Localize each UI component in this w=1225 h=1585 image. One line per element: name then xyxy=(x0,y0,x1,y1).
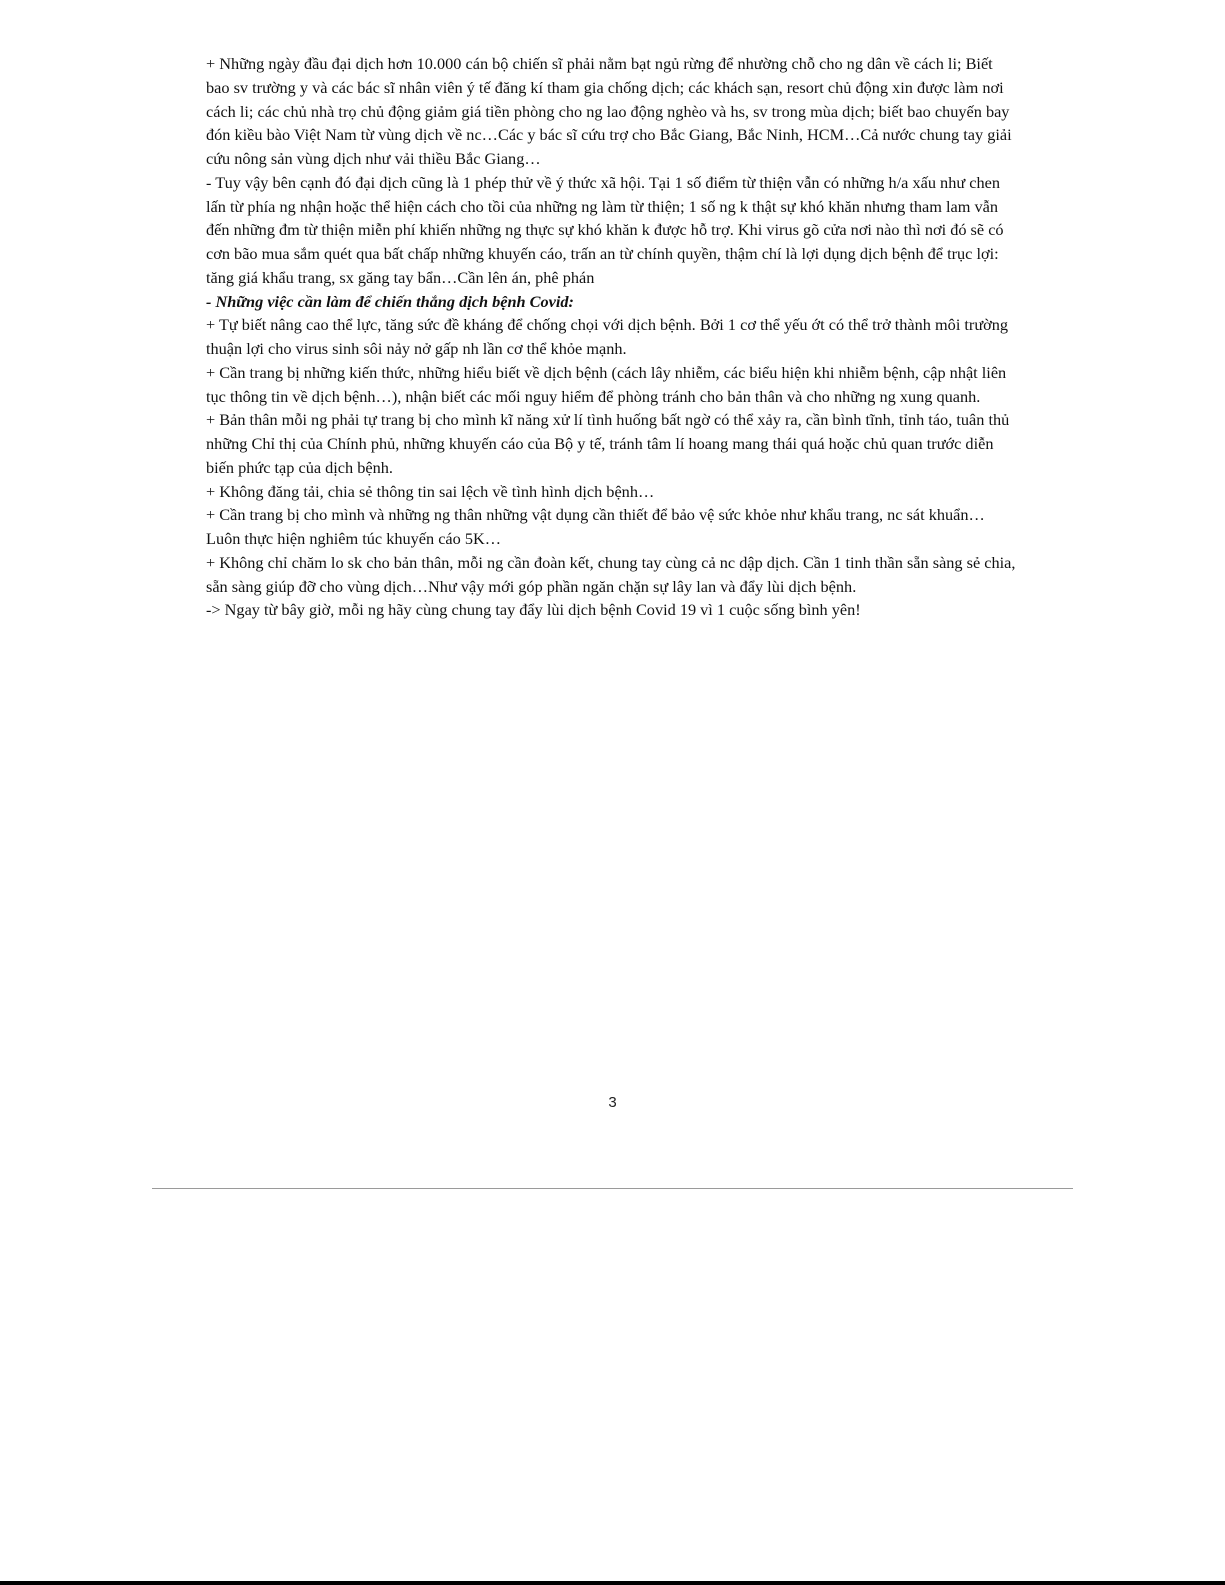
bottom-edge-bar xyxy=(0,1581,1225,1585)
list-item-knowledge: + Cần trang bị những kiến thức, những hiểu biết về dịch bệnh (cách lây nhiễm, các biểu hiện khi nhiễm bệnh, cập nhật liên tục thông tin về dịch bệnh…), nhận biết các mối nguy hiểm để phòng tránh cho bản thân và cho những ng xung quanh. xyxy=(206,362,1007,406)
list-item-protective-gear: + Cần trang bị cho mình và những ng thân những vật dụng cần thiết để bảo vệ sức khỏe như khẩu trang, nc sát khuẩn…Luôn thực hiện nghiêm túc khuyến cáo 5K… xyxy=(206,505,985,548)
page-divider xyxy=(152,1188,1073,1189)
paragraph-kindness-examples: + Những ngày đầu đại dịch hơn 10.000 cán bộ chiến sĩ phải nằm bạt ngủ rừng để nhường chỗ cho ng dân về cách li; Biết bao sv trường y và các bác sĩ nhân viên ý tế đăng kí tham gia chống dịch; các khách sạn, resort chủ động xin được làm nơi cách li; các chủ nhà trọ chủ động giảm giá tiền phòng cho ng lao động nghèo và hs, sv trong mùa dịch; biết bao chuyến bay đón kiều bào Việt Nam từ vùng dịch về nc…Các y bác sĩ cứu trợ cho Bắc Giang, Bắc Ninh, HCM…Cả nước chung tay giải cứu nông sản vùng dịch như vải thiều Bắc Giang… xyxy=(206,54,1012,168)
conclusion-line: -> Ngay từ bây giờ, mỗi ng hãy cùng chung tay đẩy lùi dịch bệnh Covid 19 vì 1 cuộc sống bình yên! xyxy=(206,600,861,620)
list-item-skills: + Bản thân mỗi ng phải tự trang bị cho mình kĩ năng xử lí tình huống bất ngờ có thể xảy ra, cần bình tĩnh, tỉnh táo, tuân thủ những Chỉ thị của Chính phủ, những khuyến cáo của Bộ y tế, tránh tâm lí hoang mang thái quá hoặc chủ quan trước diễn biến phức tạp của dịch bệnh. xyxy=(206,410,1010,477)
section-heading: - Những việc cần làm để chiến thắng dịch bệnh Covid: xyxy=(206,291,574,311)
document-body xyxy=(206,52,1018,622)
list-item-no-misinformation: + Không đăng tải, chia sẻ thông tin sai lệch về tình hình dịch bệnh… xyxy=(206,481,655,501)
list-item-solidarity: + Không chỉ chăm lo sk cho bản thân, mỗi ng cần đoàn kết, chung tay cùng cả nc dập dịch. Cần 1 tinh thần sẵn sàng sẻ chia, sẵn sàng giúp đỡ cho vùng dịch…Như vậy mới góp phần ngăn chặn sự lây lan và đẩy lùi dịch bệnh. xyxy=(206,552,1016,596)
paragraph-social-test: - Tuy vậy bên cạnh đó đại dịch cũng là 1 phép thử về ý thức xã hội. Tại 1 số điểm từ thiện vẫn có những h/a xấu như chen lấn từ phía ng nhận hoặc thể hiện cách cho tồi của những ng làm từ thiện; 1 số ng k thật sự khó khăn nhưng tham lam vẫn đến những đm từ thiện miễn phí khiến những ng thực sự khó khăn k được hỗ trợ. Khi virus gõ cửa nơi nào thì nơi đó sẽ có cơn bão mua sắm quét qua bất chấp những khuyến cáo, trấn an từ chính quyền, thậm chí là lợi dụng dịch bệnh để trục lợi: tăng giá khẩu trang, sx găng tay bẩn…Cần lên án, phê phán xyxy=(206,172,1004,287)
page-number: 3 xyxy=(608,1094,617,1111)
list-item-fitness: + Tự biết nâng cao thể lực, tăng sức đề kháng để chống chọi với dịch bệnh. Bởi 1 cơ thể yếu ớt có thể trở thành môi trường thuận lợi cho virus sinh sôi nảy nở gấp nh lần cơ thể khỏe mạnh. xyxy=(206,315,1009,358)
